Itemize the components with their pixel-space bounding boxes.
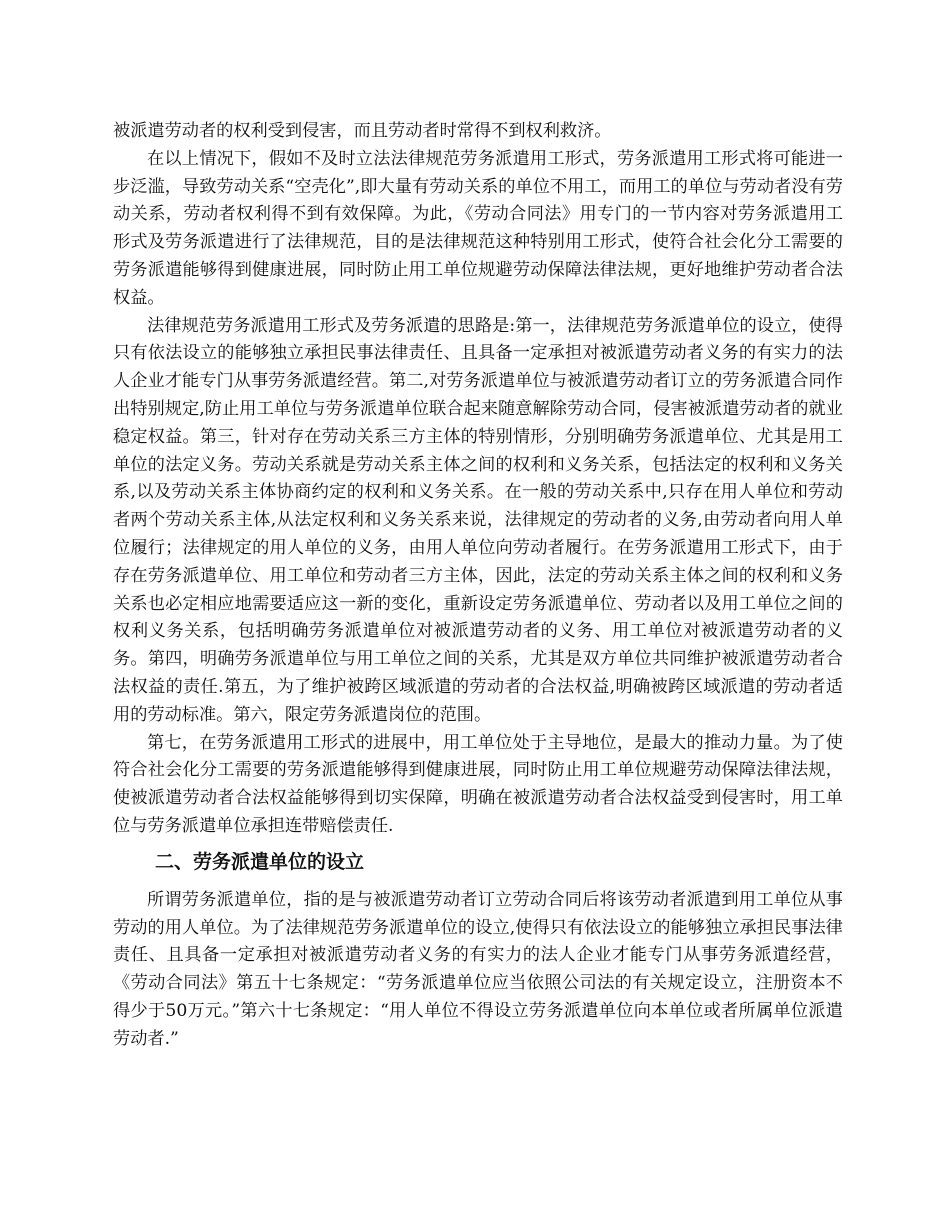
paragraph-2: 在以上情况下，假如不及时立法法律规范劳务派遣用工形式，劳务派遣用工形式将可能进一步泛滥，导致劳动关系“空壳化”,即大量有劳动关系的单位不用工，而用工的单位与劳动者没有劳动关系，劳动者权利得不到有效保障。为此，《劳动合同法》用专门的一节内容对劳务派遣用工形式及劳务派遣进行了法律规范，目的是法律规范这种特别用工形式，使符合社会化分工需要的劳务派遣能够得到健康进展，同时防止用工单位规避劳动保障法律法规，更好地维护劳动者合法权益。: [113, 148, 843, 308]
paragraph-4: 第七，在劳务派遣用工形式的进展中，用工单位处于主导地位，是最大的推动力量。为了使符合社会化分工需要的劳务派遣能够得到健康进展，同时防止用工单位规避劳动保障法律法规，使被派遣劳动者合法权益能够得到切实保障，明确在被派遣劳动者合法权益受到侵害时，用工单位与劳务派遣单位承担连带赔偿责任.: [113, 732, 843, 836]
section-heading: 二、劳务派遣单位的设立: [155, 850, 365, 873]
document-page: [113, 118, 843, 1054]
paragraph-5: 所谓劳务派遣单位，指的是与被派遣劳动者订立劳动合同后将该劳动者派遣到用工单位从事劳动的用人单位。为了法律规范劳务派遣单位的设立,使得只有依法设立的能够独立承担民事法律责任、且具备一定承担对被派遣劳动者义务的有实力的法人企业才能专门从事劳务派遣经营，《劳动合同法》第五十七条规定：“劳务派遣单位应当依照公司法的有关规定设立，注册资本不得少于50万元。”第六十七条规定：“用人单位不得设立劳务派遣单位向本单位或者所属单位派遣劳动者.”: [113, 889, 843, 1049]
paragraph-1: 被派遣劳动者的权利受到侵害，而且劳动者时常得不到权利救济。: [113, 121, 612, 141]
paragraph-3: 法律规范劳务派遣用工形式及劳务派遣的思路是:第一，法律规范劳务派遣单位的设立，使得只有依法设立的能够独立承担民事法律责任、且具备一定承担对被派遣劳动者义务的有实力的法人企业才能专门从事劳务派遣经营。第二,对劳务派遣单位与被派遣劳动者订立的劳务派遣合同作出特别规定,防止用工单位与劳务派遣单位联合起来随意解除劳动合同，侵害被派遣劳动者的就业稳定权益。第三，针对存在劳动关系三方主体的特别情形，分别明确劳务派遣单位、尤其是用工单位的法定义务。劳动关系就是劳动关系主体之间的权利和义务关系，包括法定的权利和义务关系,以及劳动关系主体协商约定的权利和义务关系。在一般的劳动关系中,只存在用人单位和劳动者两个劳动关系主体,从法定权利和义务关系来说，法律规定的劳动者的义务,由劳动者向用人单位履行；法律规定的用人单位的义务，由用人单位向劳动者履行。在劳务派遣用工形式下，由于存在劳务派遣单位、用工单位和劳动者三方主体，因此，法定的劳动关系主体之间的权利和义务关系也必定相应地需要适应这一新的变化，重新设定劳务派遣单位、劳动者以及用工单位之间的权利义务关系，包括明确劳务派遣单位对被派遣劳动者的义务、用工单位对被派遣劳动者的义务。第四，明确劳务派遣单位与用工单位之间的关系，尤其是双方单位共同维护被派遣劳动者合法权益的责任.第五，为了维护被跨区域派遣的劳动者的合法权益,明确被跨区域派遣的劳动者适用的劳动标准。第六，限定劳务派遣岗位的范围。: [113, 315, 843, 725]
